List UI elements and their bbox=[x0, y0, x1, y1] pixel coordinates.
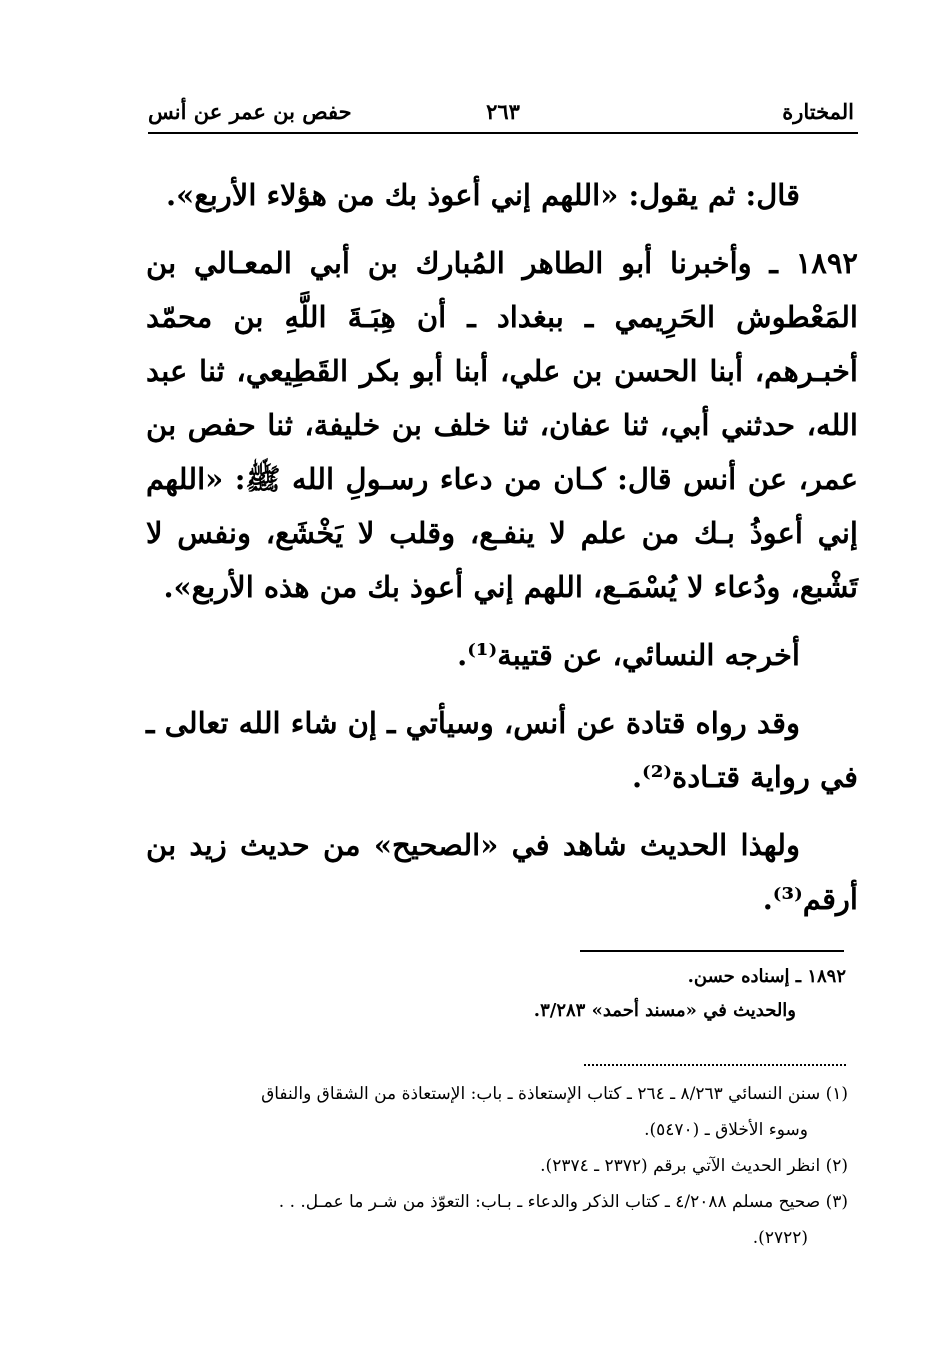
chapter-title: حفص بن عمر عن أنس bbox=[148, 99, 352, 124]
editor-note-musnad: والحديث في «مسند أحمد» ٣/٢٨٣. bbox=[533, 1000, 796, 1021]
footnotes bbox=[140, 1076, 848, 1256]
hadith-number: ١٨٩٢ bbox=[795, 246, 858, 280]
main-text bbox=[146, 168, 858, 940]
editor-note-isnad: ١٨٩٢ ـ إسناده حسن. bbox=[687, 966, 846, 987]
footnote-1: (١) سنن النسائي ٨/٢٦٣ ـ ٢٦٤ ـ كتاب الإستعاذة ـ باب: الإستعاذة من الشقاق والنفاق bbox=[261, 1084, 848, 1104]
footnote-separator bbox=[580, 950, 844, 952]
footnote-1-continued: وسوء الأخلاق ـ (٥٤٧٠). bbox=[644, 1120, 808, 1140]
footnote-3-continued: (٢٧٢٢). bbox=[752, 1228, 808, 1248]
footnote-3: (٣) صحيح مسلم ٤/٢٠٨٨ ـ كتاب الذكر والدعاء ـ بـاب: التعوّذ من شـر ما عمـل. . . bbox=[278, 1192, 848, 1212]
paragraph-closing-dua: قال: ثم يقول: «اللهم إني أعوذ بك من هؤلاء الأربع». bbox=[166, 178, 800, 212]
paragraph-takhrij: أخرجه النسائي، عن قتيبة⁽¹⁾. bbox=[457, 638, 800, 672]
running-header bbox=[148, 96, 858, 134]
hadith-text: ـ وأخبرنا أبو الطاهر المُبارك بن أبي المعـالي بن المَعْطوش الحَرِيمي ـ ببغداد ـ أن هِبَـةَ اللَّهِ بن محمّد أخبـرهم، أبنا الحسن بن علي، أبنا أبو بكر القَطِيعي، ثنا عبد الله، حدثني أبي، ثنا عفان، ثنا خلف بن خليفة، ثنا حفص بن عمر، عن أنس قال: كـان من دعاء رسـولِ الله ﷺ: «اللهم إني أعوذُ بـك من علم لا ينفـع، وقلب لا يَخْشَع، ونفس لا تَشْبع، ودُعاء لا يُسْمَـع، اللهم إني أعوذ بك من هذه الأربع». bbox=[146, 246, 858, 604]
book-title: المختارة bbox=[782, 99, 854, 124]
paragraph-witness: ولهذا الحديث شاهد في «الصحيح» من حديث زيد بن أرقم⁽³⁾. bbox=[146, 828, 858, 916]
editor-notes bbox=[146, 960, 846, 1028]
page-number: ٢٦٣ bbox=[486, 99, 520, 124]
hadith-paragraph bbox=[146, 236, 858, 614]
footnote-2: (٢) انظر الحديث الآتي برقم (٢٣٧٢ ـ ٢٣٧٤). bbox=[540, 1156, 848, 1176]
paragraph-other-narration: وقد رواه قتادة عن أنس، وسيأتي ـ إن شاء الله تعالى ـ في رواية قتـادة⁽²⁾. bbox=[145, 706, 858, 794]
dotted-separator bbox=[584, 1064, 846, 1066]
